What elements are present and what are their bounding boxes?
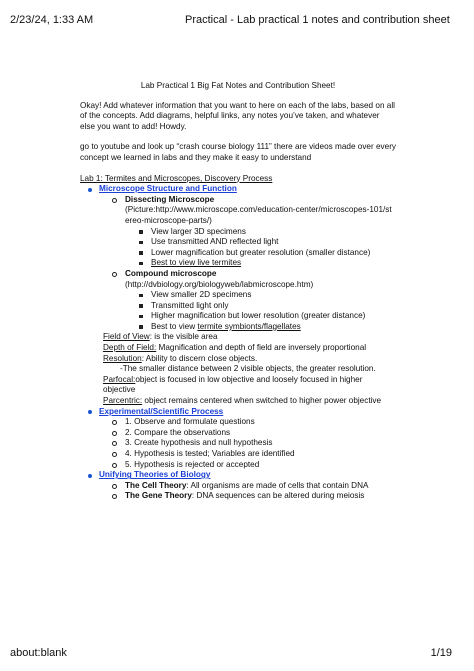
list-item	[125, 258, 396, 269]
fov-text: : is the visible area	[149, 332, 218, 342]
list-item: Use transmitted AND reflected light	[125, 237, 396, 248]
list-item: Higher magnification but lower resolution (greater distance)	[125, 311, 396, 322]
microscope-types-list	[99, 195, 396, 333]
field-of-view-definition	[80, 332, 396, 343]
list-item: View larger 3D specimens	[125, 227, 396, 238]
microscope-structure-link[interactable]: Microscope Structure and Function	[99, 184, 237, 194]
list-item	[125, 322, 396, 333]
res-term: Resolution	[103, 353, 142, 363]
parcentric-text: object remains centered when switched to higher power objective	[142, 396, 382, 406]
list-item: Transmitted light only	[125, 301, 396, 312]
list-item: View smaller 2D specimens	[125, 290, 396, 301]
cell-theory-term: The Cell Theory	[125, 480, 187, 490]
list-item: Lower magnification but greater resolution (smaller distance)	[125, 248, 396, 259]
document-title: Lab Practical 1 Big Fat Notes and Contribution Sheet!	[140, 81, 336, 90]
compound-source: (http://dvbiology.org/biologyweb/labmicroscope.htm)	[125, 279, 314, 289]
page-number: 1/19	[430, 647, 452, 659]
document-body	[80, 81, 396, 502]
list-item-theories	[80, 470, 396, 502]
compound-label: Compound microscope	[125, 268, 217, 278]
parfocal-definition	[80, 375, 396, 396]
list-item: 5. Hypothesis is rejected or accepted	[99, 460, 396, 471]
intro-paragraph: Okay! Add whatever information that you want to here on each of the labs, based on all of the concepts. Add diagrams, helpful links, any notes you’ve taken, and whatever else you want to add! Howdy.	[80, 100, 395, 131]
unifying-theories-link[interactable]: Unifying Theories of Biology	[99, 470, 211, 480]
list-item: 1. Observe and formulate questions	[99, 417, 396, 428]
list-item	[99, 481, 396, 492]
dissecting-label: Dissecting Microscope	[125, 194, 215, 204]
dof-text: Magnification and depth of field are inversely proportional	[156, 343, 367, 353]
theories-list	[99, 481, 396, 502]
parcentric-definition	[80, 396, 396, 407]
lab1-list	[80, 184, 396, 332]
scientific-process-link[interactable]: Experimental/Scientific Process	[99, 406, 224, 416]
list-item: 2. Compare the observations	[99, 428, 396, 439]
best-live-termites-link[interactable]: Best to view live termites	[151, 258, 242, 268]
list-item-dissecting	[99, 195, 396, 269]
compound-points	[125, 290, 396, 332]
list-item	[99, 491, 396, 502]
best-view-prefix: Best to view	[151, 321, 198, 331]
gene-theory-text: : DNA sequences can be altered during meiosis	[191, 491, 365, 501]
process-steps-list	[99, 417, 396, 470]
dissecting-points	[125, 227, 396, 269]
list-item-compound	[99, 269, 396, 333]
print-page-title: Practical - Lab practical 1 notes and contribution sheet	[185, 14, 450, 26]
depth-of-field-definition	[80, 343, 396, 354]
list-item-microscope	[80, 184, 396, 332]
cell-theory-text: : All organisms are made of cells that contain DNA	[186, 480, 369, 490]
youtube-tip-paragraph: go to youtube and look up “crash course biology 111” there are videos made over every concept we learned in labs and they make it easy to understand	[80, 142, 397, 162]
list-item-process	[80, 407, 396, 471]
termite-symbionts-link[interactable]: termite symbionts/flagellates	[197, 321, 301, 331]
resolution-definition	[80, 354, 396, 365]
lab1-heading: Lab 1: Termites and Microscopes, Discovery Process	[80, 173, 273, 183]
dissecting-source: (Picture:http://www.microscope.com/education-center/microscopes-101/stereo-microscope-parts/)	[125, 205, 392, 225]
resolution-note: -The smaller distance between 2 visible objects, the greater resolution.	[120, 364, 376, 374]
res-text: : Ability to discern close objects.	[141, 353, 258, 363]
parfocal-term: Parfocal:	[103, 374, 136, 384]
print-datetime: 2/23/24, 1:33 AM	[10, 14, 94, 26]
list-item: 4. Hypothesis is tested; Variables are identified	[99, 449, 396, 460]
parcentric-term: Parcentric:	[103, 396, 143, 406]
gene-theory-term: The Gene Theory	[125, 491, 192, 501]
fov-term: Field of View	[103, 332, 150, 342]
lab1-list-continued	[80, 407, 396, 502]
parfocal-text: object is focused in low objective and loosely focused in higher objective	[103, 374, 363, 395]
print-url: about:blank	[10, 647, 67, 659]
dof-term: Depth of Field:	[103, 343, 157, 353]
list-item: 3. Create hypothesis and null hypothesis	[99, 438, 396, 449]
